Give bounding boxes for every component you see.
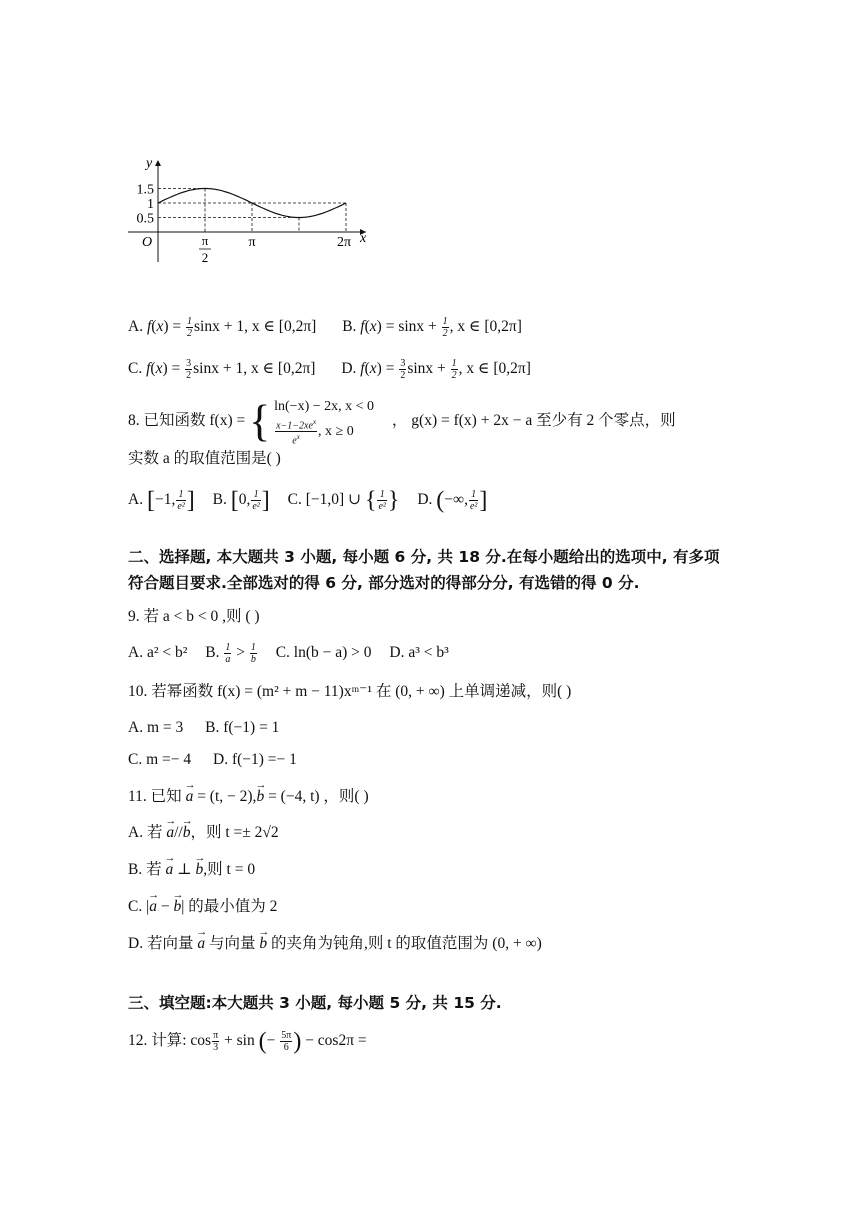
q11-stem: 11. 已知 → a = (t, − 2),→ b = (−4, t) ，则( ) (128, 786, 369, 808)
section-3-heading: 三、填空题:本大题共 3 小题, 每小题 5 分, 共 15 分. (128, 994, 502, 1012)
q8-option-a[interactable]: A. [−1, $\frac{1}{\text{e²}}$ ] (128, 487, 195, 514)
q7-option-b[interactable]: B. f(x) = sinx + $\frac{1}{2}$ , x ∈ [0,2π] (342, 316, 522, 339)
q10-option-a[interactable]: A. m = 3 (128, 719, 184, 736)
y-tick-label: 1 (147, 197, 154, 212)
origin-label: O (142, 235, 153, 250)
q8-options (128, 486, 509, 514)
q10-option-b[interactable]: B. f(−1) = 1 (205, 719, 280, 736)
q8-option-d[interactable]: D. (−∞, $\frac{1}{\text{e²}}$ ] (417, 487, 488, 514)
q8-piecewise: { ln(−x) − 2x, x < 0 $\frac{x-1-2xe^x}{e^x}$ , x ≥ 0 (249, 396, 375, 447)
y-axis-arrow (155, 160, 161, 166)
q9-option-a[interactable]: A. a² < b² (128, 644, 188, 662)
q8-option-c[interactable]: C. [−1,0] ∪ { $\frac{1}{\text{e²}}$ } (287, 487, 400, 514)
q8-stem-line2: 实数 a 的取值范围是( ) (128, 450, 281, 467)
x-axis-label: x (360, 231, 367, 246)
x-tick-pi: π (248, 235, 256, 250)
sine-graph (128, 150, 378, 265)
q7-option-c[interactable]: C. f(x) = $\frac{3}{2}$ sinx + 1, x ∈ [0,2π] (128, 358, 316, 381)
q7-options-row-1 (128, 316, 544, 339)
q11-option-a[interactable]: A. 若 → a//→ b，则 t =± 2√2 (128, 822, 279, 844)
q9-option-d[interactable]: D. a³ < b³ (389, 644, 449, 662)
q7-option-a[interactable]: A. f(x) = $\frac{1}{2}$ sinx + 1, x ∈ [0,2π] (128, 316, 317, 339)
x-tick-half-pi-numerator: π (201, 233, 209, 248)
q10-options-row-1 (128, 717, 301, 739)
q9-stem: 9. 若 a < b < 0 ,则 ( ) (128, 608, 260, 625)
q8-option-b[interactable]: B. [0, $\frac{1}{\text{e²}}$ ] (212, 487, 270, 514)
q11-option-c[interactable]: C. |→ a − → b| 的最小值为 2 (128, 896, 277, 918)
y-tick-label: 1.5 (136, 182, 154, 198)
q9-options (128, 642, 471, 665)
x-tick-half-pi-denominator: 2 (201, 250, 209, 265)
q9-option-c[interactable]: C. ln(b − a) > 0 (275, 644, 372, 662)
q11-option-d[interactable]: D. 若向量 → a 与向量 → b 的夹角为钝角,则 t 的取值范围为 (0, + ∞) (128, 933, 542, 955)
q7-options-row-2 (128, 358, 553, 381)
section-2-heading: 二、选择题, 本大题共 3 小题, 每小题 6 分, 共 18 分.在每小题给出的选项中, 有多项 符合题目要求.全部选对的得 6 分, 部分选对的得部分分, 有选错的得 0 分. (128, 548, 720, 592)
q11-option-b[interactable]: B. 若 → a ⊥ → b,则 t = 0 (128, 859, 255, 881)
q10-option-d[interactable]: D. f(−1) =− 1 (213, 751, 297, 768)
q12-stem: 12. 计算: cos $\frac{\pi}{3}$ + sin (− $\frac{5\pi}{6}$ ) − cos2π = (128, 1028, 367, 1055)
q9-option-b[interactable]: B. $\frac{1}{a}$ > $\frac{1}{b}$ (205, 642, 256, 665)
q10-option-c[interactable]: C. m =− 4 (128, 751, 192, 768)
q10-options-row-2 (128, 749, 319, 771)
q10-stem: 10. 若幂函数 f(x) = (m² + m − 11)xᵐ⁻¹ 在 (0, + ∞) 上单调递减，则( ) (128, 683, 572, 700)
y-tick-label: 0.5 (136, 211, 154, 227)
x-tick-two-pi: 2π (336, 235, 352, 250)
q8-stem: 8. 已知函数 f(x) = { ln(−x) − 2x, x < 0 $\frac{x-1-2xe^x}{e^x}$ , x ≥ 0 ， g(x) = f(x) + 2x − a 至少有 2 个零点，则 (128, 396, 676, 447)
q7-option-d[interactable]: D. f(x) = $\frac{3}{2}$ sinx + $\frac{1}{2}$ , x ∈ [0,2π] (341, 358, 531, 381)
y-axis-label: y (146, 156, 153, 171)
